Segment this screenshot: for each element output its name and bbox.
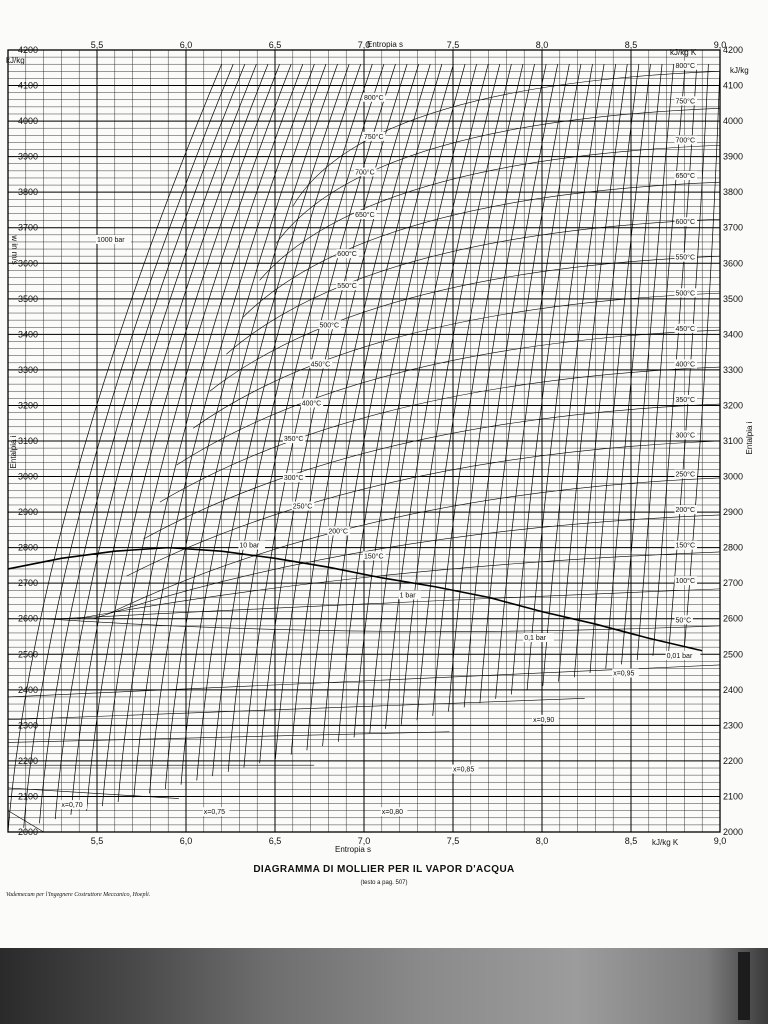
chart-title: DIAGRAMMA DI MOLLIER PER IL VAPOR D'ACQUA	[253, 864, 515, 875]
curve-label: 650°C	[355, 212, 375, 220]
y-tick-label-left: 2400	[17, 684, 38, 695]
curve-label: 550°C	[675, 254, 696, 262]
curve-label: 250°C	[292, 503, 313, 511]
saturation-curve	[8, 548, 702, 651]
y-tick-label-right: 3100	[723, 436, 744, 446]
y-tick-label-left: 3100	[17, 436, 38, 446]
y-tick-label-left: 2600	[17, 613, 38, 624]
curve-label: 750°C	[675, 98, 696, 106]
isobar-curve	[354, 64, 477, 737]
curve-label: 500°C	[675, 290, 696, 298]
isotherm-curve	[60, 589, 720, 619]
y-tick-label-right: 2800	[723, 542, 744, 553]
y-tick-label-left: 2700	[17, 578, 38, 589]
x-tick-label-top: 6,5	[268, 40, 282, 50]
y-tick-label-right: 2600	[723, 613, 744, 624]
y-tick-label-right: 3500	[723, 293, 744, 304]
isotherm-curve	[143, 404, 720, 539]
x-tick-label-top: 7,5	[446, 40, 460, 50]
x-tick-label-bottom: 8,0	[535, 836, 549, 846]
curve-label: x=0,85	[453, 766, 475, 774]
isobar-curve	[511, 64, 592, 694]
isobar-curve	[496, 64, 581, 699]
y-tick-label-left: 3400	[17, 329, 38, 340]
isobar-curve	[448, 64, 546, 711]
quality-line	[8, 732, 449, 743]
isobar-curve	[669, 64, 709, 651]
curve-label: 0,01 bar	[666, 652, 693, 660]
isobar-curve	[181, 64, 349, 784]
isobar-curve	[417, 64, 523, 720]
curve-label: x=0,75	[203, 809, 226, 817]
y-tick-label-right: 4100	[723, 80, 744, 91]
y-tick-label-left: 2500	[17, 649, 38, 660]
curve-label: 100°C	[675, 578, 696, 586]
y-tick-label-right: 3600	[723, 258, 744, 269]
curve-label: 450°C	[310, 361, 331, 369]
y-tick-label-left: 2300	[17, 720, 38, 731]
y-tick-label-right: 3300	[723, 364, 744, 375]
curve-label: x=0,90	[533, 716, 555, 724]
chart-subtitle: (testo a pag. 507)	[360, 880, 408, 886]
scanner-shadow	[0, 948, 768, 1024]
y-tick-label-right: 2900	[723, 507, 744, 518]
isobar-curve	[24, 64, 233, 827]
y-tick-label-left: 3200	[17, 400, 38, 411]
y-tick-label-left: 2200	[17, 755, 38, 766]
isobar-curve	[590, 64, 650, 673]
curve-label: 700°C	[675, 137, 696, 145]
y-tick-label-left: 3700	[17, 222, 38, 233]
y-tick-label-left: 2900	[17, 507, 38, 518]
curve-label: 50°C	[675, 617, 692, 625]
curve-label: 200°C	[675, 507, 696, 515]
curve-label: 600°C	[675, 219, 696, 227]
isobar-curve	[433, 64, 535, 716]
y-tick-label-left: 3000	[17, 471, 38, 482]
curve-label: 1000 bar	[97, 236, 125, 244]
curve-label: x=0,70	[61, 802, 83, 810]
curve-label: 550°C	[337, 283, 357, 291]
x-tick-label-bottom: 6,0	[179, 836, 193, 846]
isobar-curve	[621, 64, 673, 664]
y-tick-label-left: 4200	[17, 45, 38, 55]
curve-label: 10 bar	[239, 542, 260, 550]
y-tick-label-right: 2100	[723, 791, 744, 802]
x-tick-label-bottom: 9,0	[713, 836, 727, 846]
curve-label: 250°C	[675, 471, 696, 479]
x-axis-title-top: Entropia s	[366, 40, 404, 49]
x-tick-label-bottom: 7,5	[446, 836, 460, 846]
x-tick-label-top: 9,0	[713, 40, 727, 50]
curve-label: 300°C	[283, 475, 304, 483]
x-unit-top: kJ/kg K	[670, 48, 697, 57]
curve-label: 350°C	[283, 436, 304, 443]
isotherm-curve	[193, 293, 720, 428]
curve-label: 450°C	[675, 325, 696, 333]
y-tick-label-right: 4000	[723, 116, 744, 127]
y-tick-label-right: 3900	[723, 151, 744, 162]
x-tick-label-top: 8,5	[624, 40, 638, 50]
x-tick-label-top: 6,0	[179, 40, 193, 50]
curve-label: 300°C	[675, 432, 696, 440]
curve-label: 500°C	[319, 322, 340, 330]
curve-label: 800°C	[364, 94, 384, 102]
x-unit-bottom: kJ/kg K	[652, 838, 679, 847]
curve-label: 400°C	[675, 361, 696, 369]
isobar-curve	[71, 64, 268, 815]
curve-label: 650°C	[675, 172, 696, 180]
curve-label: 0,1 bar	[524, 635, 546, 643]
y-tick-label-left: 3300	[17, 364, 38, 375]
y-tick-label-right: 3400	[723, 329, 744, 340]
isobar-curve	[55, 64, 256, 819]
x-tick-label-bottom: 8,5	[624, 836, 638, 846]
y-unit-right: kJ/kg	[730, 66, 749, 75]
x-tick-label-top: 5,5	[90, 40, 104, 50]
y-tick-label-left: 3800	[17, 187, 38, 198]
curve-label: 150°C	[364, 553, 384, 561]
y-tick-label-left: 3900	[17, 151, 38, 162]
y-tick-label-left: 3600	[17, 258, 38, 269]
saturation-line	[8, 548, 702, 651]
curve-label: 1 bar	[399, 592, 416, 600]
y-tick-label-right: 2300	[723, 720, 744, 731]
curve-label: x=0,80	[381, 809, 404, 817]
curve-label: 200°C	[328, 528, 348, 536]
y-axis-title-left: Entalpia i	[9, 435, 18, 469]
y-tick-label-right: 3200	[723, 400, 744, 411]
x-tick-label-bottom: 5,5	[90, 836, 104, 846]
y-tick-label-right: 3700	[723, 222, 744, 233]
velocity-axis-label: w in m/s	[10, 235, 19, 265]
y-tick-label-right: 4200	[723, 45, 744, 55]
scanner-edge	[738, 952, 750, 1020]
y-tick-label-left: 2100	[17, 791, 38, 802]
curve-label: 800°C	[675, 62, 696, 70]
x-tick-label-bottom: 7,0	[357, 836, 371, 846]
curve-label: 700°C	[355, 169, 375, 177]
curve-label: 750°C	[364, 133, 384, 141]
source-note: Vademecum per l'Ingegnere Costruttore Meccanico, Hoepli.	[6, 892, 151, 898]
isobar-curve	[197, 64, 361, 780]
y-tick-label-right: 2700	[723, 578, 744, 589]
y-tick-label-left: 2800	[17, 542, 38, 553]
y-tick-label-left: 3500	[17, 293, 38, 304]
y-unit-left: kJ/kg	[6, 56, 25, 65]
y-tick-label-right: 3000	[723, 471, 744, 482]
curve-label: x=0,95	[613, 670, 635, 678]
y-tick-label-right: 2000	[723, 827, 744, 837]
x-tick-label-top: 8,0	[535, 40, 549, 50]
x-tick-label-bottom: 6,5	[268, 836, 282, 846]
y-tick-label-right: 2200	[723, 755, 744, 766]
curve-label: 150°C	[675, 542, 696, 550]
curve-label: 400°C	[301, 400, 322, 408]
y-tick-label-right: 3800	[723, 187, 744, 198]
isotherm-curve	[93, 515, 720, 619]
isotherm-curve	[160, 367, 720, 502]
y-axis-title-right: Entalpia i	[745, 421, 754, 455]
isobar-curve	[260, 64, 407, 763]
isotherm-curve	[210, 256, 720, 391]
y-tick-label-right: 2500	[723, 649, 744, 660]
x-axis-title-bottom: Entropia s	[334, 845, 372, 854]
y-tick-label-left: 4100	[17, 80, 38, 91]
isobar-curve	[606, 64, 662, 668]
curve-labels	[60, 61, 700, 816]
curve-label: 600°C	[337, 251, 357, 259]
curve-label: 350°C	[675, 396, 696, 404]
y-tick-label-left: 2000	[17, 827, 38, 837]
y-tick-label-left: 4000	[17, 116, 38, 127]
y-tick-label-right: 2400	[723, 684, 744, 695]
x-tick-label-top: 7,0	[357, 40, 371, 50]
